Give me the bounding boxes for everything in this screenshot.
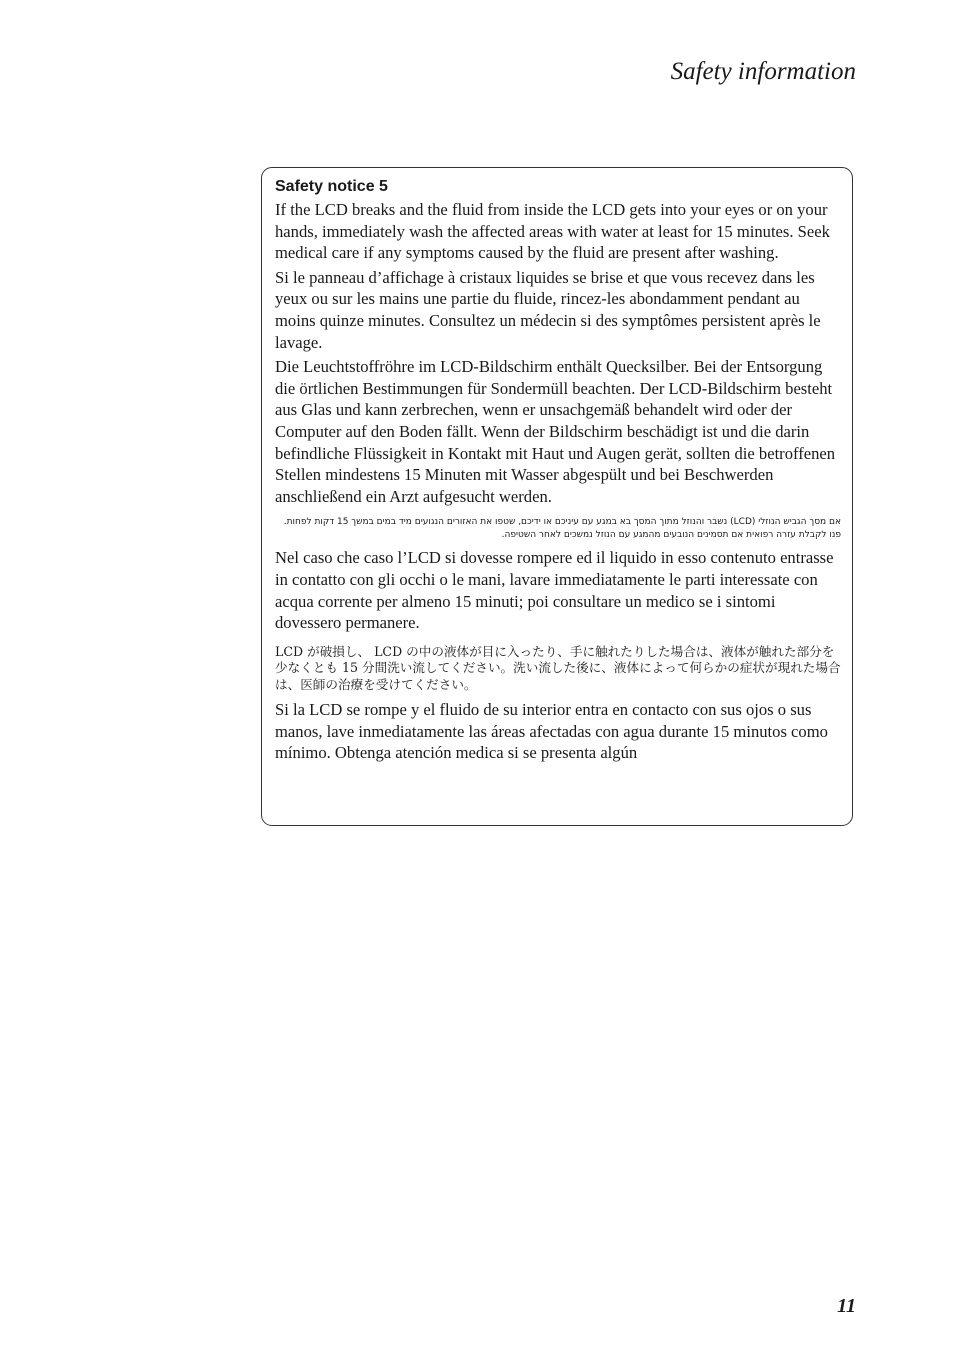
- paragraph-french: Si le panneau d’affichage à cristaux liquides se brise et que vous recevez dans les yeux ou sur les mains une partie du fluide, rincez-les abondamment pendant au moins quinze minutes. Consultez un médecin si des symptômes persistent après le lavage.: [275, 267, 821, 352]
- running-header: Safety information: [670, 58, 856, 85]
- notice-title: Safety notice 5: [275, 178, 388, 195]
- paragraph-hebrew: אם מסך הגביש הנוזלי (LCD) נשבר והנוזל מתוך המסך בא במגע עם עיניכם או ידיכם, שטפו את האזורים הנגועים מיד במים במשך 15 דקות לפחות. פנו לקבלת עזרה רפואית אם תסמינים הנובעים מהמגע עם הנוזל נמשכים לאחר השטיפה.: [283, 517, 841, 540]
- page-number: 11: [837, 1295, 856, 1317]
- paragraph-english: If the LCD breaks and the fluid from inside the LCD gets into your eyes or on your hands, immediately wash the affected areas with water at least for 15 minutes. Seek medical care if any symptoms caused by the fluid are present after washing.: [275, 200, 830, 263]
- paragraph-japanese: LCD が破損し、 LCD の中の液体が目に入ったり、手に触れたりした場合は、液体が触れた部分を少なくとも 15 分間洗い流してください。洗い流した後に、液体によって何らかの症状が現れた場合は、医師の治療を受けてください。: [275, 643, 841, 692]
- paragraph-spanish: Si la LCD se rompe y el fluido de su interior entra en contacto con sus ojos o sus manos, lave inmediatamente las áreas afectadas con agua durante 15 minutos como mínimo. Obtenga atención medica si se presenta algún: [275, 699, 828, 763]
- paragraph-italian: Nel caso che caso l’LCD si dovesse rompere ed il liquido in esso contenuto entrasse in contatto con gli occhi o le mani, lavare immediatamente le parti interessate con acqua corrente per almeno 15 minuti; poi consultare un medico se i sintomi dovessero permanere.: [275, 548, 834, 633]
- safety-notice-box: [261, 167, 853, 826]
- paragraph-german: Die Leuchtstoffröhre im LCD-Bildschirm enthält Quecksilber. Bei der Entsorgung die örtlichen Bestimmungen für Sondermüll beachten. Der LCD-Bildschirm besteht aus Glas und kann zerbrechen, wenn er unsachgemäß behandelt wird oder der Computer auf den Boden fällt. Wenn der Bildschirm beschädigt ist und die darin befindliche Flüssigkeit in Kontakt mit Haut und Augen gerät, sollten die betroffenen Stellen mindestens 15 Minuten mit Wasser abgespült und bei Beschwerden anschließend ein Arzt aufgesucht werden.: [275, 357, 836, 506]
